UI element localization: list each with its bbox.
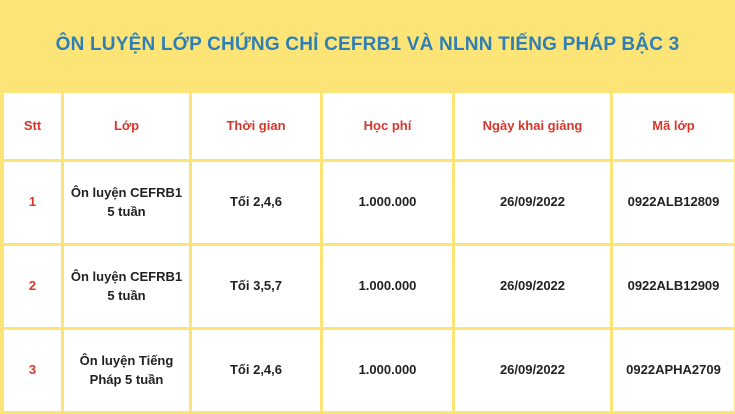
cell-hoc-phi: 1.000.000	[322, 329, 454, 413]
cell-stt: 3	[3, 329, 63, 413]
cell-thoi-gian: Tối 2,4,6	[191, 161, 322, 245]
header-lop: Lớp	[63, 92, 191, 161]
cell-lop	[63, 245, 191, 329]
header-stt: Stt	[3, 92, 63, 161]
cell-lop-line2: 5 tuần	[107, 203, 146, 219]
cell-ngay-khai-giang: 26/09/2022	[454, 161, 612, 245]
header-ngay-khai-giang: Ngày khai giảng	[454, 92, 612, 161]
header-thoi-gian: Thời gian	[191, 92, 322, 161]
cell-lop	[63, 329, 191, 413]
cell-lop-line2: 5 tuần	[107, 287, 146, 303]
cell-lop	[63, 161, 191, 245]
table-row	[3, 329, 735, 413]
cell-lop-line1: Ôn luyện CEFRB1	[70, 268, 183, 284]
table-row	[3, 161, 735, 245]
cell-lop-line1: Ôn luyện Tiếng	[79, 352, 174, 368]
cell-ngay-khai-giang: 26/09/2022	[454, 329, 612, 413]
table-header-row	[3, 92, 735, 161]
table-row	[3, 245, 735, 329]
cell-ma-lop: 0922ALB12909	[612, 245, 735, 329]
title-bar	[0, 0, 735, 90]
cell-ngay-khai-giang: 26/09/2022	[454, 245, 612, 329]
cell-ma-lop: 0922ALB12809	[612, 161, 735, 245]
cell-thoi-gian: Tối 3,5,7	[191, 245, 322, 329]
cell-lop-line1: Ôn luyện CEFRB1	[70, 184, 183, 200]
schedule-table	[1, 90, 735, 414]
page-title: ÔN LUYỆN LỚP CHỨNG CHỈ CEFRB1 VÀ NLNN TIẾNG PHÁP BẬC 3	[55, 34, 680, 55]
cell-lop-line2: Pháp 5 tuần	[89, 371, 164, 387]
cell-hoc-phi: 1.000.000	[322, 245, 454, 329]
header-hoc-phi: Học phí	[322, 92, 454, 161]
schedule-table-wrap	[0, 90, 735, 414]
cell-thoi-gian: Tối 2,4,6	[191, 329, 322, 413]
header-ma-lop: Mã lớp	[612, 92, 735, 161]
cell-hoc-phi: 1.000.000	[322, 161, 454, 245]
cell-stt: 2	[3, 245, 63, 329]
cell-ma-lop: 0922APHA2709	[612, 329, 735, 413]
cell-stt: 1	[3, 161, 63, 245]
